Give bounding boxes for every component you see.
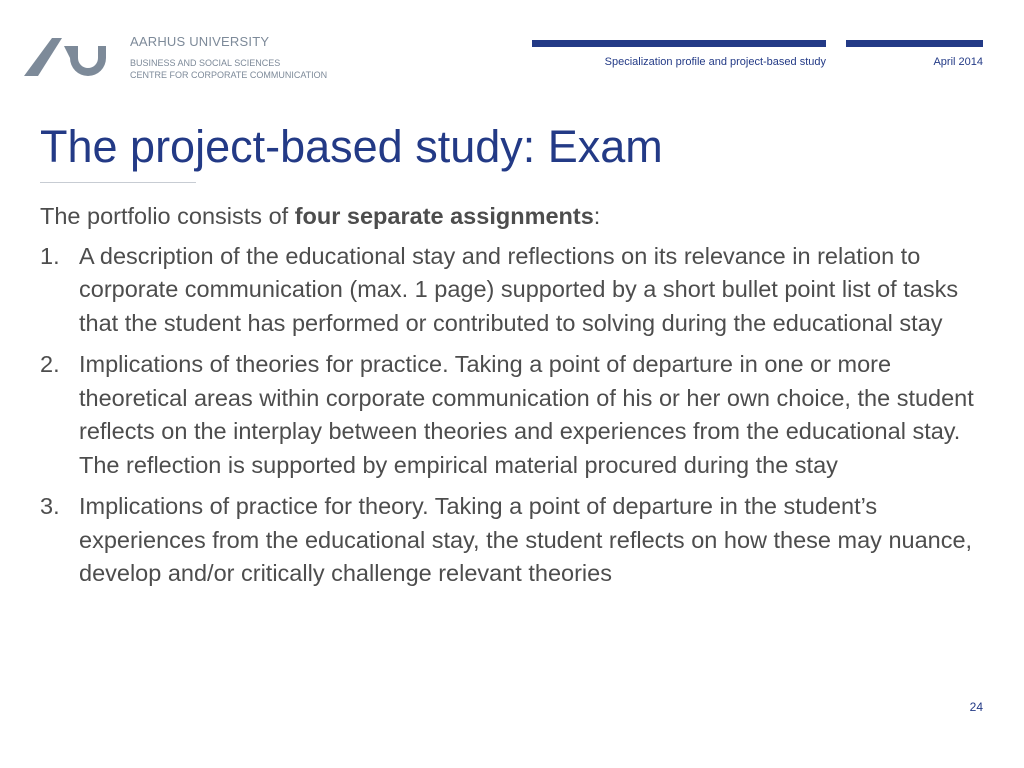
list-item-number: 1. [40, 242, 60, 269]
university-name: AARHUS UNIVERSITY [130, 34, 270, 49]
intro-bold: four separate assignments [294, 203, 594, 229]
header-bar-right [846, 40, 983, 47]
faculty-name: BUSINESS AND SOCIAL SCIENCES [130, 58, 281, 68]
list-item [40, 240, 990, 341]
au-logo-icon [24, 36, 108, 80]
page-number: 24 [969, 700, 983, 714]
intro-prefix: The portfolio consists of [40, 203, 295, 229]
list-item-text: A description of the educational stay and reflections on its relevance in relation to corporate communication (max. 1 page) supported by a short bullet point list of tasks that the student has performed or contributed to solving during the educational stay [79, 242, 959, 336]
list-item [40, 490, 990, 591]
list-item [40, 348, 990, 482]
intro-text [40, 200, 990, 234]
title-divider [40, 182, 196, 183]
assignment-list [40, 240, 990, 591]
list-item-number: 3. [40, 493, 60, 519]
centre-name: CENTRE FOR CORPORATE COMMUNICATION [130, 70, 328, 80]
university-block [130, 34, 327, 81]
intro-suffix: : [593, 203, 601, 229]
header-bar-left [532, 40, 826, 47]
list-item-text: Implications of practice for theory. Taking a point of departure in the student’s experiences from the educational stay, the student reflects on how these may nuance, develop and/or critically challenge relevant theories [79, 493, 973, 586]
slide-title: The project-based study: Exam [40, 121, 663, 172]
list-item-text: Implications of theories for practice. Taking a point of departure in one or more theoretical areas within corporate communication of his or her own choice, the student reflects on the interplay between theories and experiences from the educational stay. The reflection is supported by empirical material procured during the stay [79, 351, 974, 478]
header-date: April 2014 [933, 56, 983, 68]
header-subject: Specialization profile and project-based study [604, 56, 826, 68]
list-item-number: 2. [40, 351, 60, 377]
slide-body [40, 200, 990, 599]
